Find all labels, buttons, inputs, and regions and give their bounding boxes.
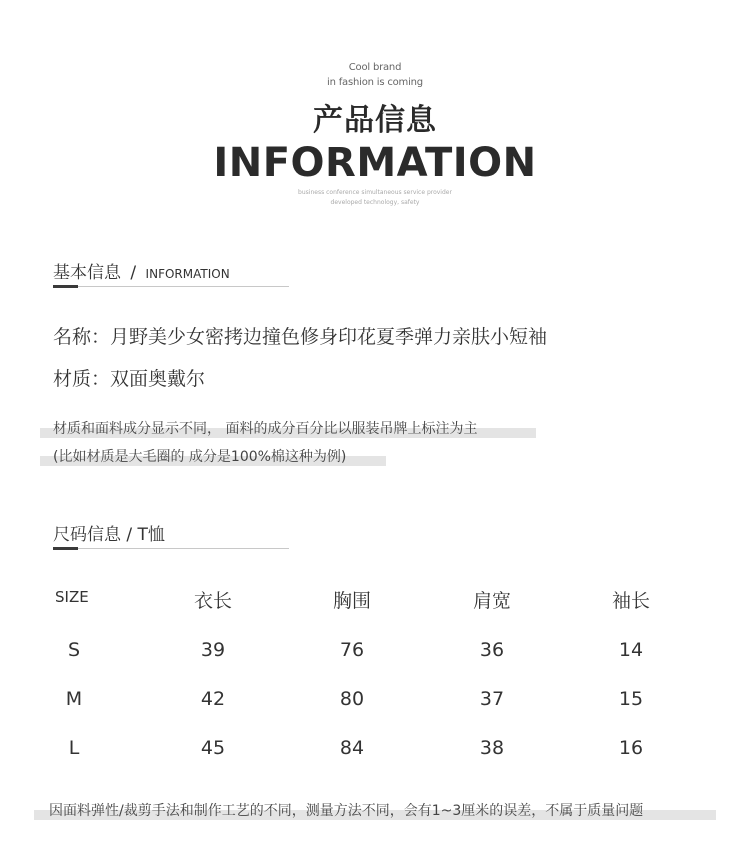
material-note-line-1: 材质和面料成分显示不同， 面料的成分百分比以服装吊牌上标注为主 xyxy=(53,421,478,437)
material-note-line-2: (比如材质是大毛圈的 成分是100%棉这种为例) xyxy=(53,449,347,465)
table-row-size: M xyxy=(65,688,83,710)
table-cell: 45 xyxy=(200,737,226,759)
title-english: INFORMATION xyxy=(213,140,537,186)
tagline-line-2: in fashion is coming xyxy=(327,77,423,88)
subtitle-line-1: business conference simultaneous service provider xyxy=(298,189,452,196)
product-material-row: 材质：双面奥戴尔 xyxy=(53,368,206,390)
title-chinese: 产品信息 xyxy=(313,103,437,138)
basic-info-divider-accent xyxy=(53,285,78,288)
column-header-chest: 胸围 xyxy=(332,590,371,612)
column-header-length: 衣长 xyxy=(193,590,232,612)
table-cell: 38 xyxy=(479,737,505,759)
heading-separator: / xyxy=(130,263,137,283)
table-cell: 36 xyxy=(479,639,505,661)
table-cell: 37 xyxy=(479,688,505,710)
table-cell: 76 xyxy=(339,639,365,661)
size-info-divider-accent xyxy=(53,547,78,550)
size-info-heading: 尺码信息 / T恤 xyxy=(53,525,165,545)
table-cell: 80 xyxy=(339,688,365,710)
table-cell: 39 xyxy=(200,639,226,661)
column-header-sleeve: 袖长 xyxy=(611,590,650,612)
product-name-row: 名称：月野美少女密拷边撞色修身印花夏季弹力亲肤小短袖 xyxy=(53,326,548,348)
basic-info-heading xyxy=(53,258,230,283)
table-cell: 16 xyxy=(618,737,644,759)
size-column-header: SIZE xyxy=(55,588,89,606)
table-cell: 42 xyxy=(200,688,226,710)
basic-info-heading-cn: 基本信息 xyxy=(53,263,121,283)
basic-info-heading-en: INFORMATION xyxy=(145,267,230,281)
table-cell: 84 xyxy=(339,737,365,759)
table-cell: 15 xyxy=(618,688,644,710)
tagline-line-1: Cool brand xyxy=(348,62,402,73)
measurement-disclaimer: 因面料弹性/裁剪手法和制作工艺的不同，测量方法不同，会有1~3厘米的误差，不属于质量问题 xyxy=(49,803,644,819)
size-info-divider xyxy=(53,548,289,549)
table-row-size: S xyxy=(67,639,81,661)
table-cell: 14 xyxy=(618,639,644,661)
table-row-size: L xyxy=(68,737,80,759)
basic-info-divider xyxy=(53,286,289,287)
column-header-shoulder: 肩宽 xyxy=(472,590,511,612)
subtitle-line-2: developed technology, safety xyxy=(330,199,420,206)
